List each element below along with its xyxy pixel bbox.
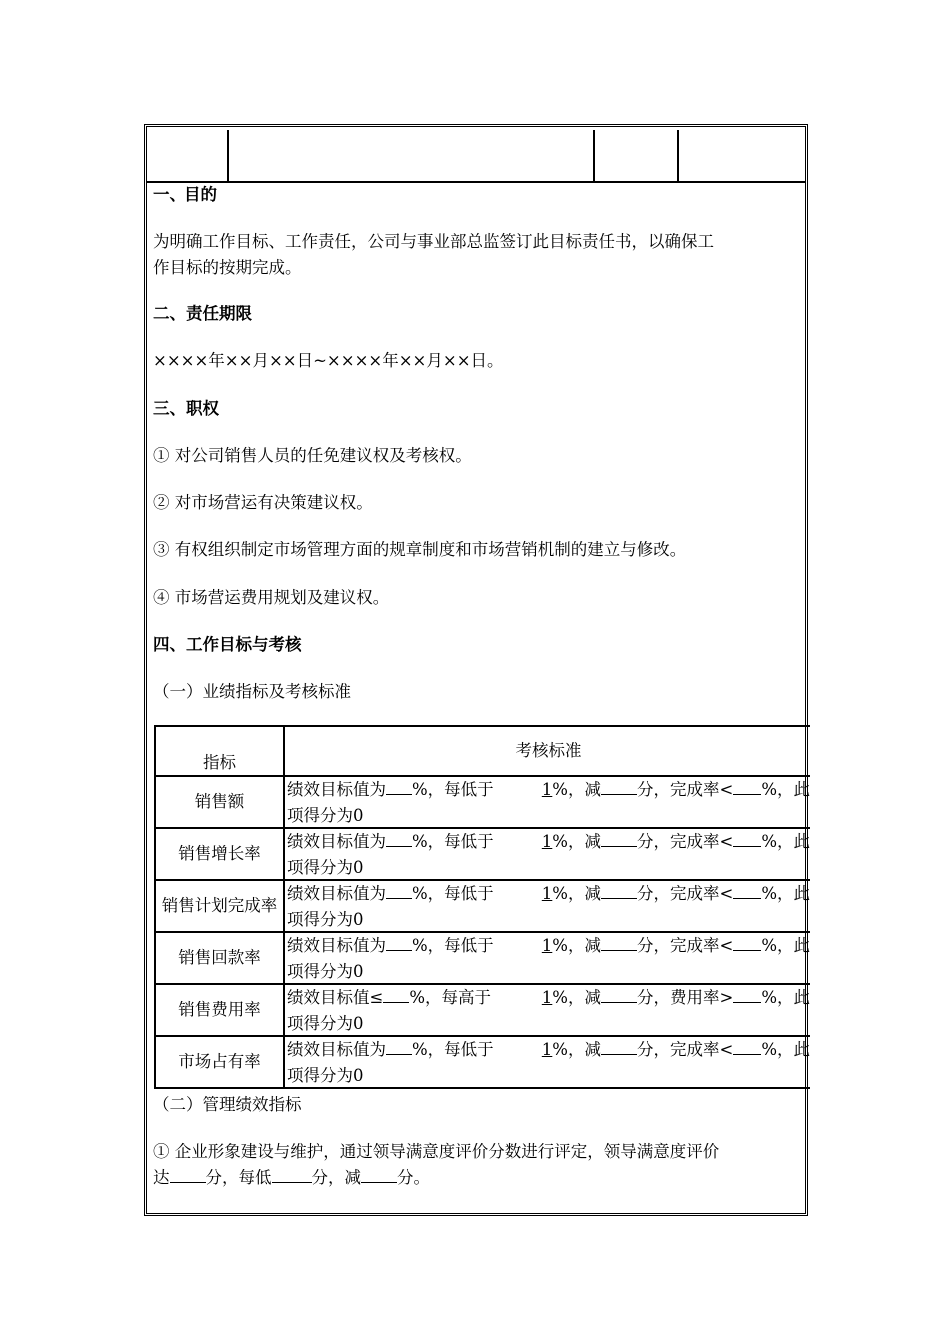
subsection-performance-title: （一）业绩指标及考核标准 (153, 682, 351, 701)
header-cell-divider (677, 130, 679, 181)
standard-cell: 绩效目标值为 %，每低于 1%，减 分，完成率< %，此 项得分为0 (287, 936, 810, 981)
indicator-cell: 销售费用率 (156, 985, 285, 1035)
header-indicator: 指标 (156, 727, 285, 775)
subsection-management-title: （二）管理绩效指标 (153, 1095, 302, 1114)
table-header-row (156, 727, 810, 777)
standard-cell: 绩效目标值≤ %，每高于 1%，减 分，费用率> %，此 项得分为0 (287, 988, 810, 1033)
indicator-cell: 销售回款率 (156, 933, 285, 983)
authority-item: ① 对公司销售人员的任免建议权及考核权。 (153, 446, 472, 465)
header-standard: 考核标准 (515, 741, 582, 760)
section-1-title: 一、目的 (153, 185, 217, 204)
table-row (156, 933, 810, 985)
header-cell-divider (593, 130, 595, 181)
authority-item: ③ 有权组织制定市场管理方面的规章制度和市场营销机制的建立与修改。 (153, 540, 687, 559)
indicator-cell: 市场占有率 (156, 1037, 285, 1087)
performance-table (154, 725, 810, 1089)
management-item: ① 企业形象建设与维护，通过领导满意度评价分数进行评定，领导满意度评价 达 分，每低 分，减 分。 (153, 1142, 720, 1187)
table-row (156, 985, 810, 1037)
header-cell-divider (227, 130, 229, 181)
header-row (147, 127, 805, 183)
authority-item: ② 对市场营运有决策建议权。 (153, 493, 373, 512)
section-2-title: 二、责任期限 (153, 304, 252, 323)
table-row (156, 881, 810, 933)
standard-cell: 绩效目标值为 %，每低于 1%，减 分，完成率< %，此 项得分为0 (287, 884, 810, 929)
table-row (156, 777, 810, 829)
section-4-title: 四、工作目标与考核 (153, 635, 302, 654)
table-row (156, 1037, 810, 1089)
section-3-title: 三、职权 (153, 399, 219, 418)
indicator-cell: 销售增长率 (156, 829, 285, 879)
indicator-cell: 销售计划完成率 (156, 881, 285, 931)
responsibility-document (144, 124, 808, 1216)
section-2-text: ××××年××月××日~××××年××月××日。 (153, 351, 504, 370)
section-1-text: 为明确工作目标、工作责任，公司与事业部总监签订此目标责任书，以确保工 作目标的按期完成。 (153, 232, 714, 277)
standard-cell: 绩效目标值为 %，每低于 1%，减 分，完成率< %，此 项得分为0 (287, 1040, 810, 1085)
authority-item: ④ 市场营运费用规划及建议权。 (153, 588, 390, 607)
standard-cell: 绩效目标值为 %，每低于 1%，减 分，完成率< %，此 项得分为0 (287, 780, 810, 825)
indicator-cell: 销售额 (156, 777, 285, 827)
standard-cell: 绩效目标值为 %，每低于 1%，减 分，完成率< %，此 项得分为0 (287, 832, 810, 877)
table-row (156, 829, 810, 881)
